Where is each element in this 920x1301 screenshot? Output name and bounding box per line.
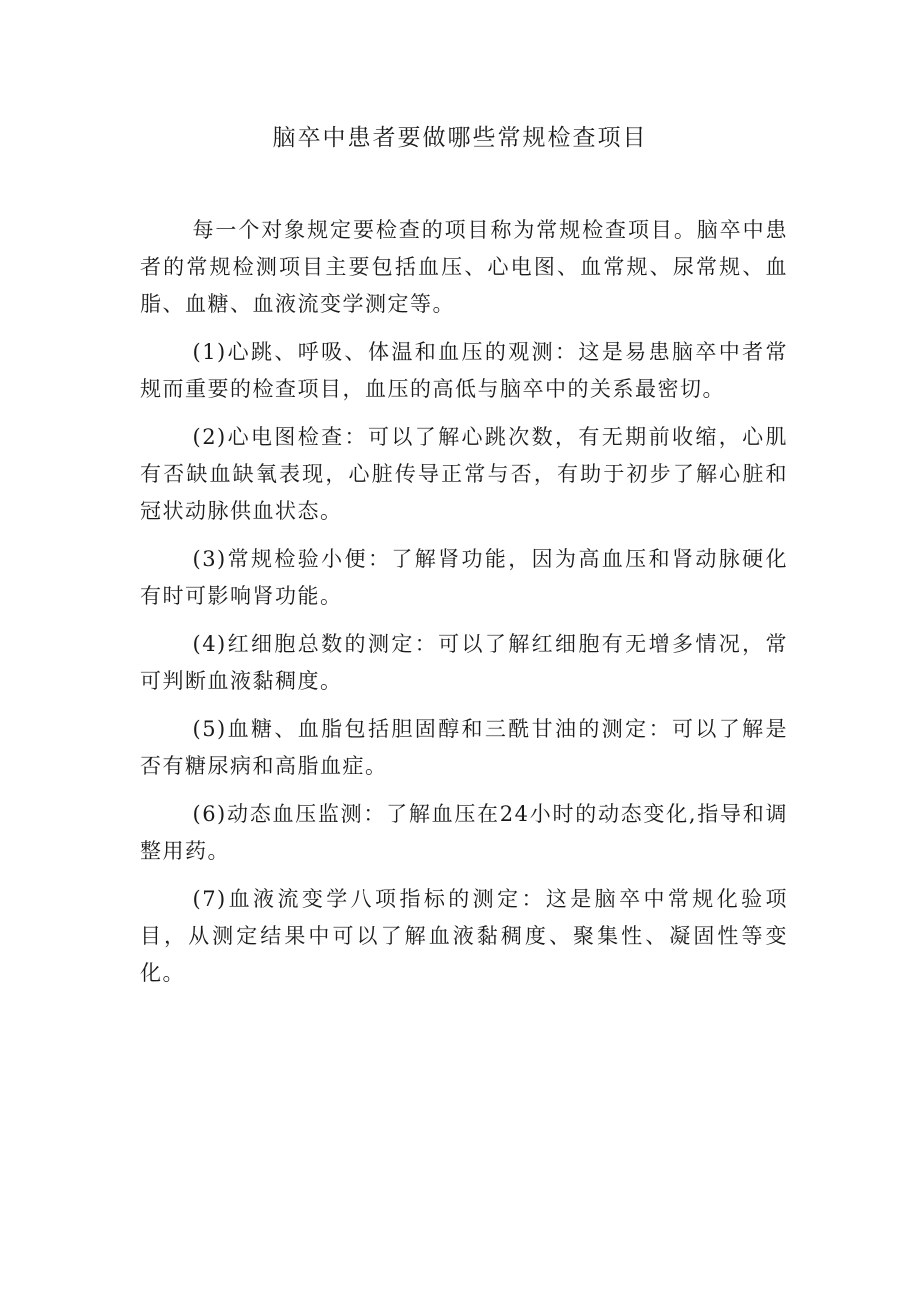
- page-title: 脑卒中患者要做哪些常规检查项目: [272, 125, 648, 151]
- paragraph-item-2: (2)心电图检查：可以了解心跳次数，有无期前收缩，心肌有否缺血缺氧表现，心脏传导正常与否，有助于初步了解心脏和冠状动脉供血状态。: [140, 425, 788, 523]
- paragraph-intro: 每一个对象规定要检查的项目称为常规检查项目。脑卒中患者的常规检测项目主要包括血压、心电图、血常规、尿常规、血脂、血糖、血液流变学测定等。: [140, 218, 788, 316]
- paragraph-item-6: (6)动态血压监测：了解血压在24小时的动态变化,指导和调整用药。: [140, 802, 788, 863]
- paragraph-item-3: (3)常规检验小便：了解肾功能，因为高血压和肾动脉硬化有时可影响肾功能。: [140, 547, 788, 608]
- paragraph-item-1: (1)心跳、呼吸、体温和血压的观测：这是易患脑卒中者常规而重要的检查项目，血压的高低与脑卒中的关系最密切。: [140, 340, 788, 401]
- paragraph-item-7: (7)血液流变学八项指标的测定：这是脑卒中常规化验项目，从测定结果中可以了解血液黏稠度、聚集性、凝固性等变化。: [140, 887, 788, 985]
- paragraph-item-4: (4)红细胞总数的测定：可以了解红细胞有无增多情况，常可判断血液黏稠度。: [140, 632, 788, 693]
- paragraph-item-5: (5)血糖、血脂包括胆固醇和三酰甘油的测定：可以了解是否有糖尿病和高脂血症。: [140, 717, 788, 778]
- document-body: [140, 212, 788, 1003]
